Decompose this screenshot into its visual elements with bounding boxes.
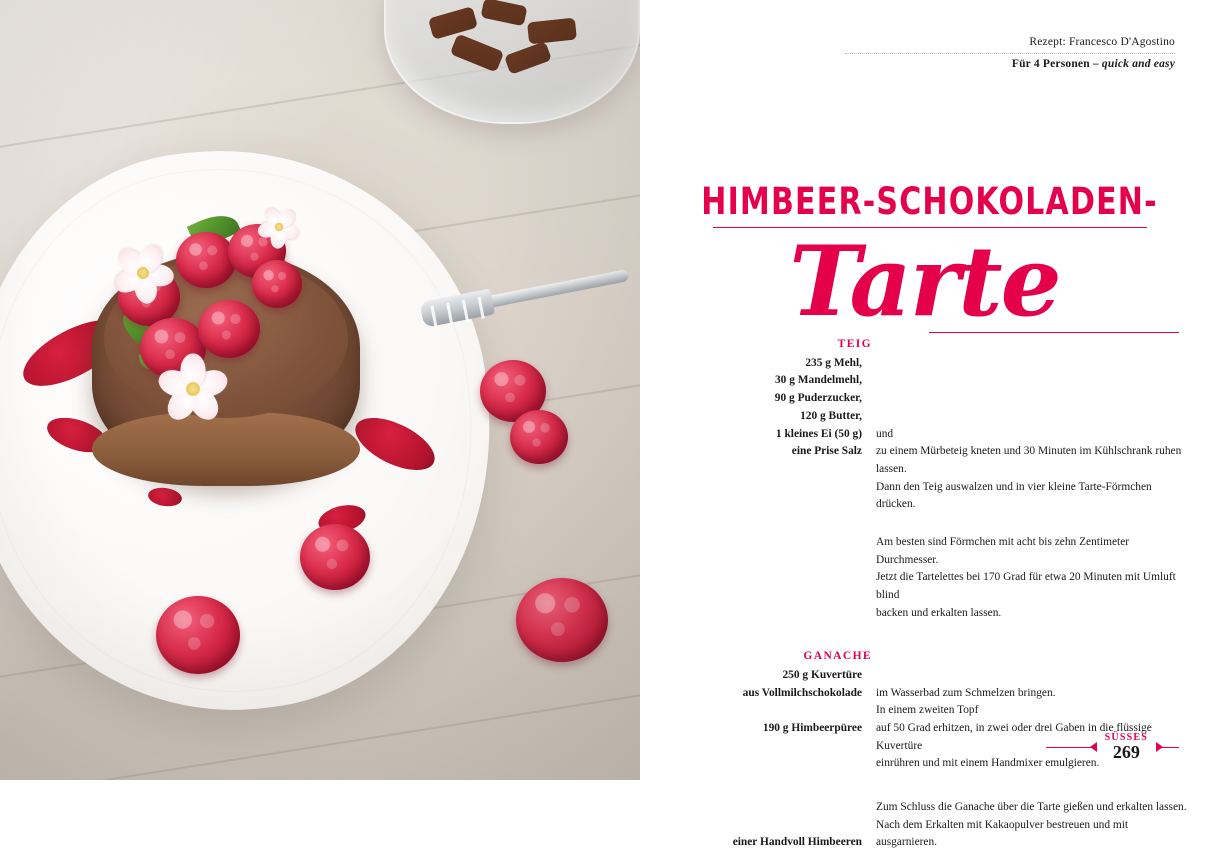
raspberry bbox=[510, 410, 568, 464]
raspberry bbox=[300, 524, 370, 590]
step-text: Am besten sind Förmchen mit acht bis zehn Zentimeter Durchmesser. bbox=[876, 535, 1130, 566]
step-row bbox=[718, 702, 1188, 720]
recipe-photo bbox=[0, 0, 640, 780]
ingredient: 90 g Puderzucker, bbox=[774, 392, 862, 405]
ingredient: 30 g Mandelmehl, bbox=[774, 374, 862, 387]
step-text: In einem zweiten Topf bbox=[876, 704, 979, 717]
ingredient-row bbox=[718, 355, 1188, 373]
step-text: Nach dem Erkalten mit Kakaopulver bestreuen und mit bbox=[876, 818, 1129, 831]
chocolate-piece bbox=[527, 18, 577, 45]
ingredient: aus Vollmilchschokolade bbox=[742, 686, 862, 699]
ingredient-row bbox=[718, 667, 1188, 685]
spacer bbox=[718, 514, 1188, 534]
raspberry bbox=[156, 596, 240, 674]
recipe-credit bbox=[845, 34, 1175, 74]
ingredient: 190 g Himbeerpüree bbox=[762, 722, 862, 735]
ingredient: eine Prise Salz bbox=[791, 445, 862, 458]
ingredient-row bbox=[718, 426, 1188, 444]
credit-author: Rezept: Francesco D'Agostino bbox=[845, 34, 1175, 54]
step-row bbox=[718, 605, 1188, 623]
servings-suffix: quick and easy bbox=[1101, 58, 1175, 71]
recipe-title bbox=[640, 180, 1219, 338]
footer-rule-right bbox=[1161, 747, 1179, 748]
title-line-2: Tarte bbox=[789, 225, 1060, 338]
fork-tine bbox=[462, 300, 469, 322]
ingredient-row bbox=[718, 408, 1188, 426]
page-footer bbox=[1046, 732, 1179, 762]
recipe-body bbox=[718, 336, 1188, 852]
step-connector: und bbox=[876, 427, 894, 440]
fork-tine bbox=[446, 303, 453, 325]
ingredient: 1 kleines Ei (50 g) bbox=[775, 427, 862, 440]
ingredient-row bbox=[718, 443, 1188, 478]
step-text: ausgarnieren. bbox=[876, 836, 938, 849]
step-text: im Wasserbad zum Schmelzen bringen. bbox=[876, 686, 1056, 699]
ingredient-row bbox=[718, 390, 1188, 408]
raspberry bbox=[176, 232, 236, 288]
footer-arrow-left bbox=[1046, 742, 1097, 752]
step-row bbox=[718, 817, 1188, 835]
footer-labels bbox=[1105, 732, 1148, 762]
step-text: Dann den Teig auswalzen und in vier kleine Tarte-Förmchen drücken. bbox=[876, 480, 1152, 511]
recipe-text-page bbox=[640, 0, 1219, 849]
ingredient: 235 g Mehl, bbox=[805, 356, 862, 369]
step-row bbox=[718, 799, 1188, 817]
chocolate-piece bbox=[480, 0, 527, 26]
step-text: backen und erkalten lassen. bbox=[876, 606, 1002, 619]
chocolate-piece bbox=[504, 41, 552, 75]
fork-tine bbox=[478, 297, 485, 319]
ingredient: 120 g Butter, bbox=[800, 409, 862, 422]
fork-tine bbox=[430, 306, 437, 328]
ingredient-row bbox=[718, 372, 1188, 390]
raspberry bbox=[252, 260, 302, 308]
step-text: Zum Schluss die Ganache über die Tarte gießen und erkalten lassen. bbox=[876, 801, 1187, 814]
step-row bbox=[718, 569, 1188, 604]
cherry-blossom bbox=[106, 236, 181, 311]
ingredient: 250 g Kuvertüre bbox=[782, 669, 862, 682]
footer-arrow-right bbox=[1156, 742, 1179, 752]
section-heading-teig: TEIG bbox=[837, 338, 872, 350]
chocolate-piece bbox=[450, 33, 505, 72]
step-text: einrühren und mit einem Handmixer emulgieren. bbox=[876, 757, 1100, 770]
page-number: 269 bbox=[1112, 742, 1140, 763]
credit-servings bbox=[845, 56, 1175, 73]
step-row bbox=[718, 534, 1188, 569]
step-text: zu einem Mürbeteig kneten und 30 Minuten im Kühlschrank ruhen lassen. bbox=[876, 445, 1182, 475]
title-line-1: HIMBEER-SCHOKOLADEN- bbox=[701, 180, 1158, 224]
ingredient-row bbox=[718, 834, 1188, 852]
arrow-left-icon bbox=[1090, 742, 1097, 752]
ingredient: einer Handvoll Himbeeren bbox=[732, 836, 862, 849]
servings-prefix: Für 4 Personen – bbox=[1011, 58, 1102, 71]
raspberry bbox=[516, 578, 608, 662]
section-heading-ganache: GANACHE bbox=[803, 650, 872, 663]
chocolate-piece bbox=[428, 6, 478, 40]
spacer bbox=[718, 622, 1188, 648]
step-text: auf 50 Grad erhitzen, in zwei oder drei Gaben in die flüssige Kuvertüre bbox=[876, 722, 1152, 752]
ingredient-row bbox=[718, 685, 1188, 703]
spacer bbox=[718, 773, 1188, 799]
footer-rule-left bbox=[1046, 747, 1092, 748]
step-text: Jetzt die Tartelettes bei 170 Grad für etwa 20 Minuten mit Umluft blind bbox=[876, 571, 1176, 601]
tart-crust bbox=[92, 412, 360, 486]
step-row bbox=[718, 479, 1188, 514]
chapter-label: SÜSSES bbox=[1104, 732, 1148, 744]
